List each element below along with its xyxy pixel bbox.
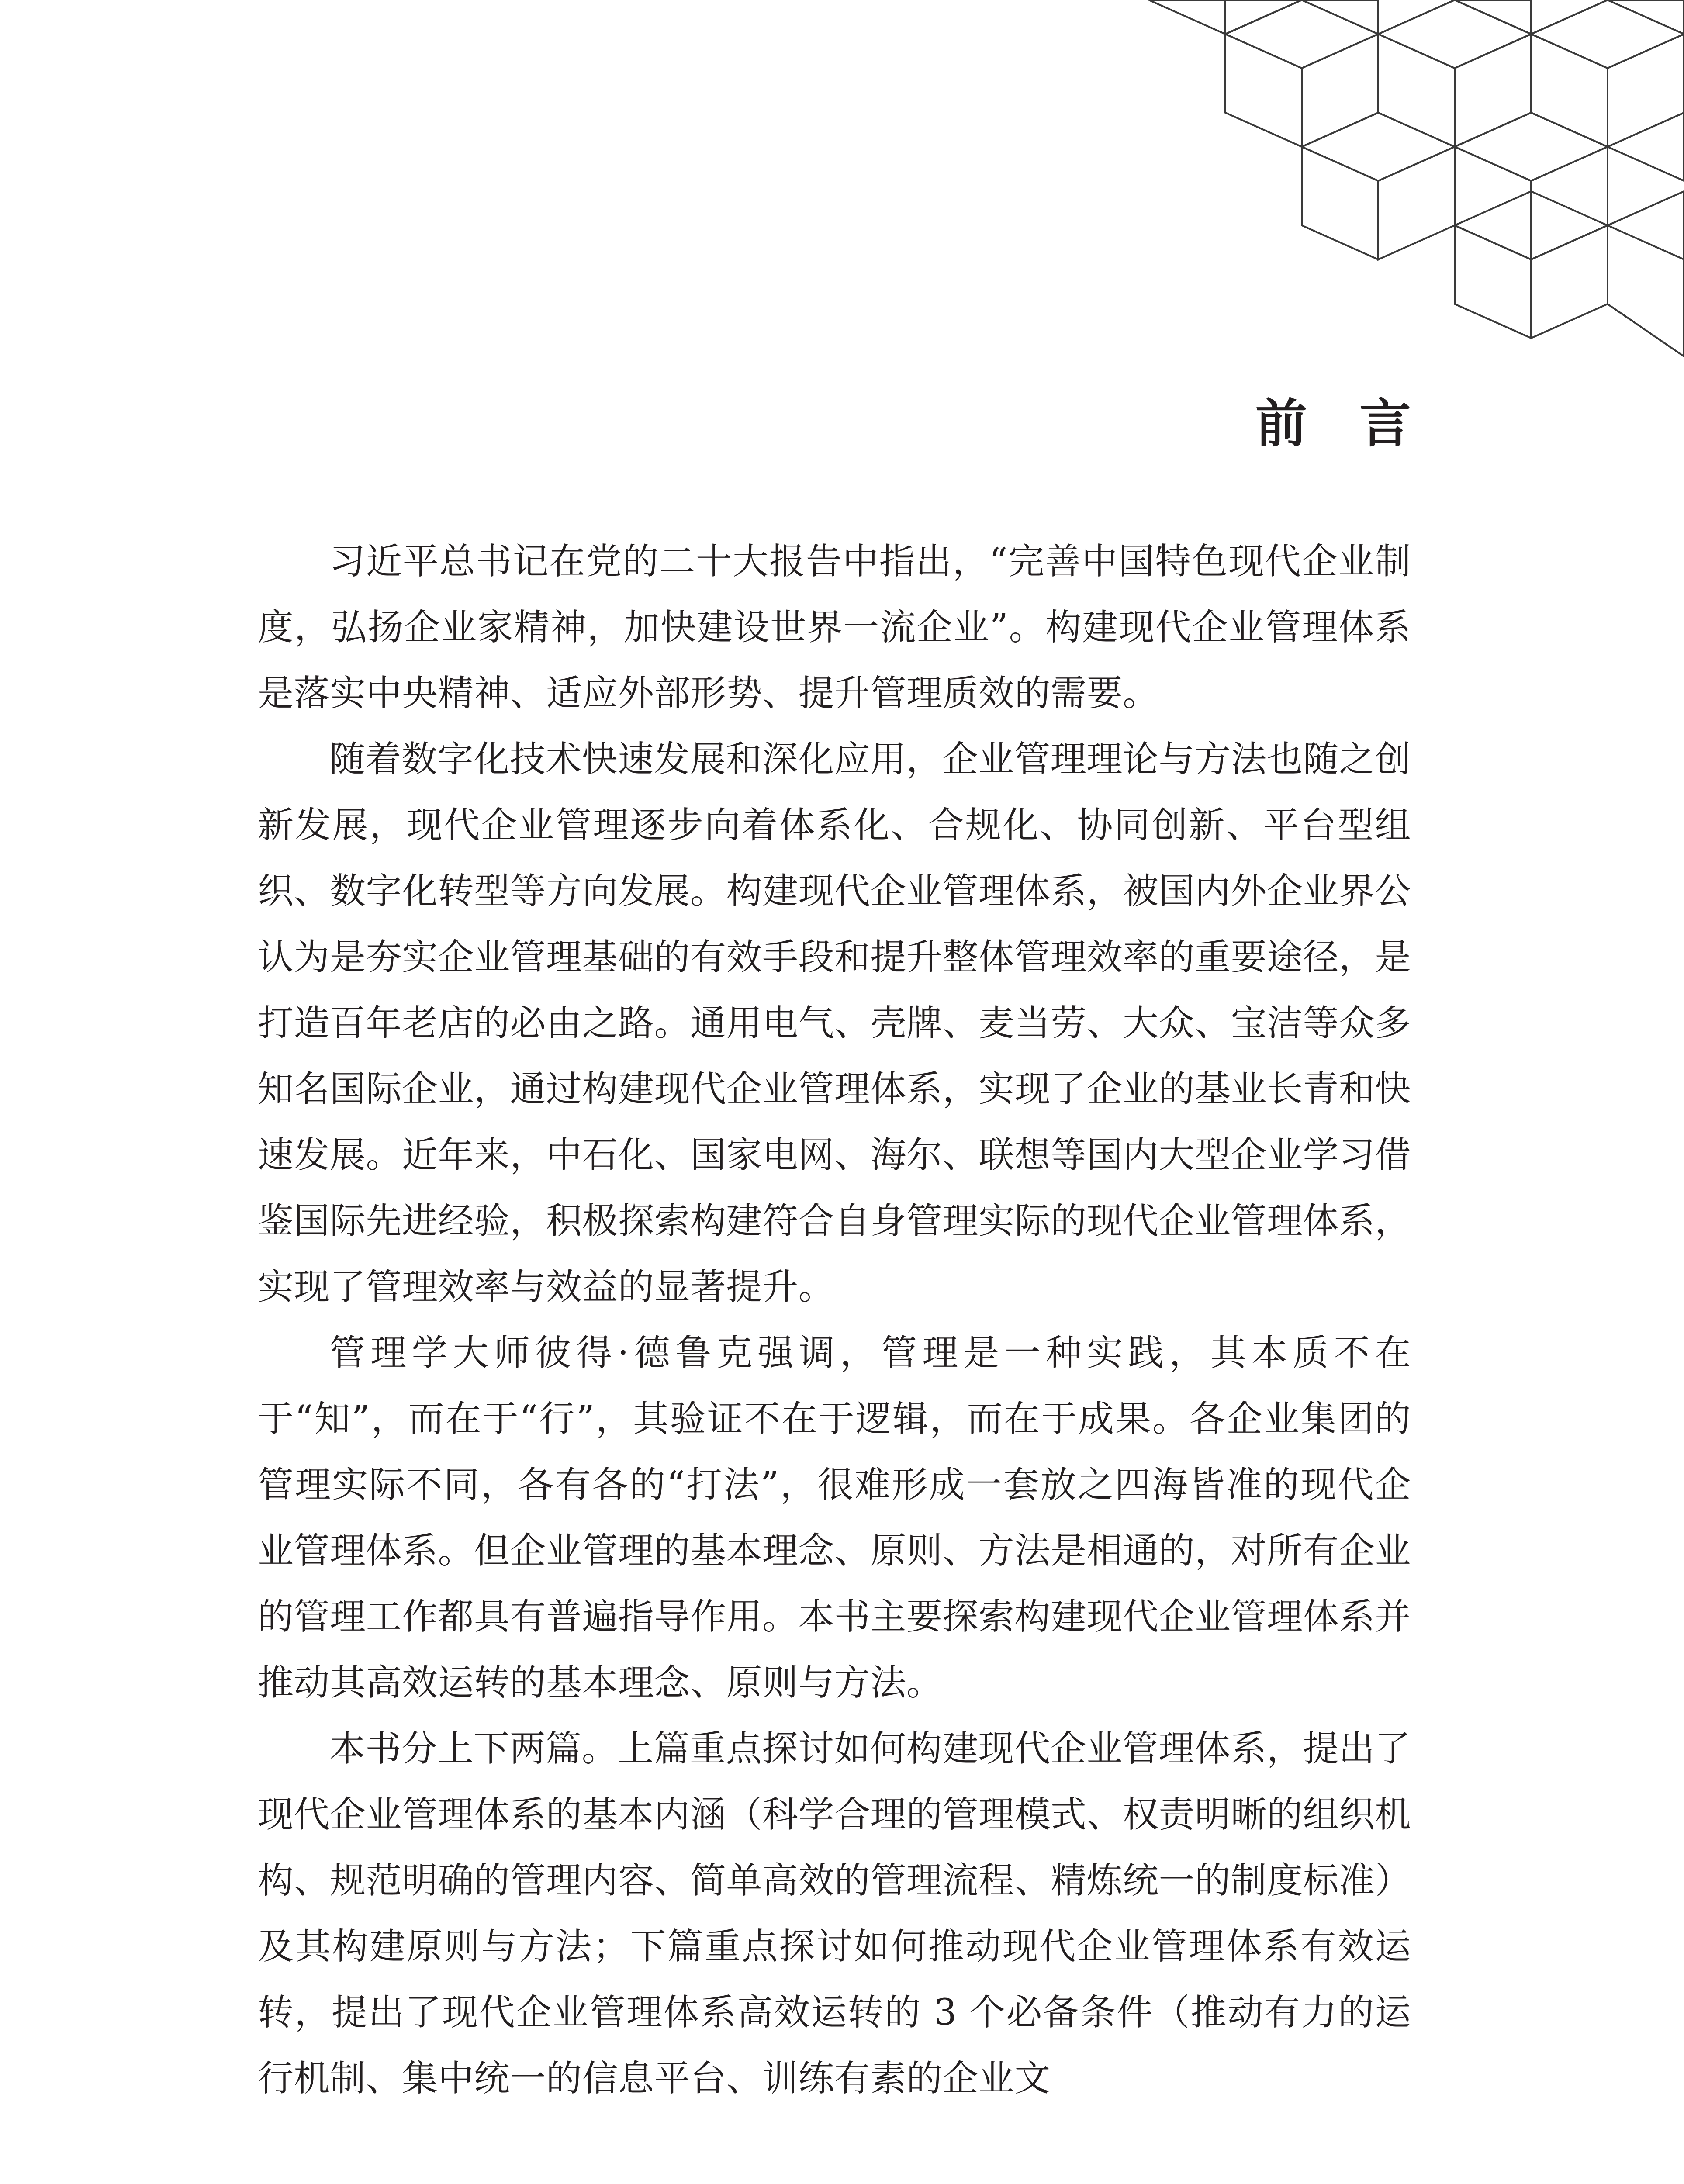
isometric-cubes-icon (1136, 0, 1684, 358)
body-text (258, 529, 1411, 2111)
page-title: 前言 (1255, 394, 1463, 454)
cube-shape (1608, 191, 1684, 356)
cube-shape (1225, 0, 1378, 147)
paragraph: 管理学大师彼得·德鲁克强调，管理是一种实践，其本质不在于“知”，而在于“行”，其验证不在于逻辑，而在于成果。各企业集团的管理实际不同，各有各的“打法”，很难形成一套放之四海皆准的现代企业管理体系。但企业管理的基本理念、原则、方法是相通的，对所有企业的管理工作都具有普遍指导作用。本书主要探索构建现代企业管理体系并推动其高效运转的基本理念、原则与方法。 (258, 1332, 1411, 1704)
cube-shape (1378, 0, 1531, 147)
cube-shape (1302, 113, 1455, 259)
paragraph: 本书分上下两篇。上篇重点探讨如何构建现代企业管理体系，提出了现代企业管理体系的基本内涵（科学合理的管理模式、权责明晰的组织机构、规范明确的管理内容、简单高效的管理流程、精炼统一的制度标准）及其构建原则与方法；下篇重点探讨如何推动现代企业管理体系有效运转，提出了现代企业管理体系高效运转的 3 个必备条件（推动有力的运行机制、集中统一的信息平台、训练有素的企业文 (258, 1728, 1411, 2099)
cube-shape (1531, 0, 1684, 147)
paragraph: 随着数字化技术快速发展和深化应用，企业管理理论与方法也随之创新发展，现代企业管理逐步向着体系化、合规化、协同创新、平台型组织、数字化转型等方向发展。构建现代企业管理体系，被国内外企业界公认为是夯实企业管理基础的有效手段和提升整体管理效率的重要途径，是打造百年老店的必由之路。通用电气、壳牌、麦当劳、大众、宝洁等众多知名国际企业，通过构建现代企业管理体系，实现了企业的基业长青和快速发展。近年来，中石化、国家电网、海尔、联想等国内大型企业学习借鉴国际先进经验，积极探索构建符合自身管理实际的现代企业管理体系，实现了管理效率与效益的显著提升。 (258, 739, 1411, 1308)
cube-shape (1608, 113, 1684, 181)
cube-shape (1225, 0, 1684, 34)
cube-shape (1455, 113, 1608, 259)
paragraph: 习近平总书记在党的二十大报告中指出，“完善中国特色现代企业制度，弘扬企业家精神，加快建设世界一流企业”。构建现代企业管理体系是落实中央精神、适应外部形势、提升管理质效的需要。 (258, 541, 1411, 714)
